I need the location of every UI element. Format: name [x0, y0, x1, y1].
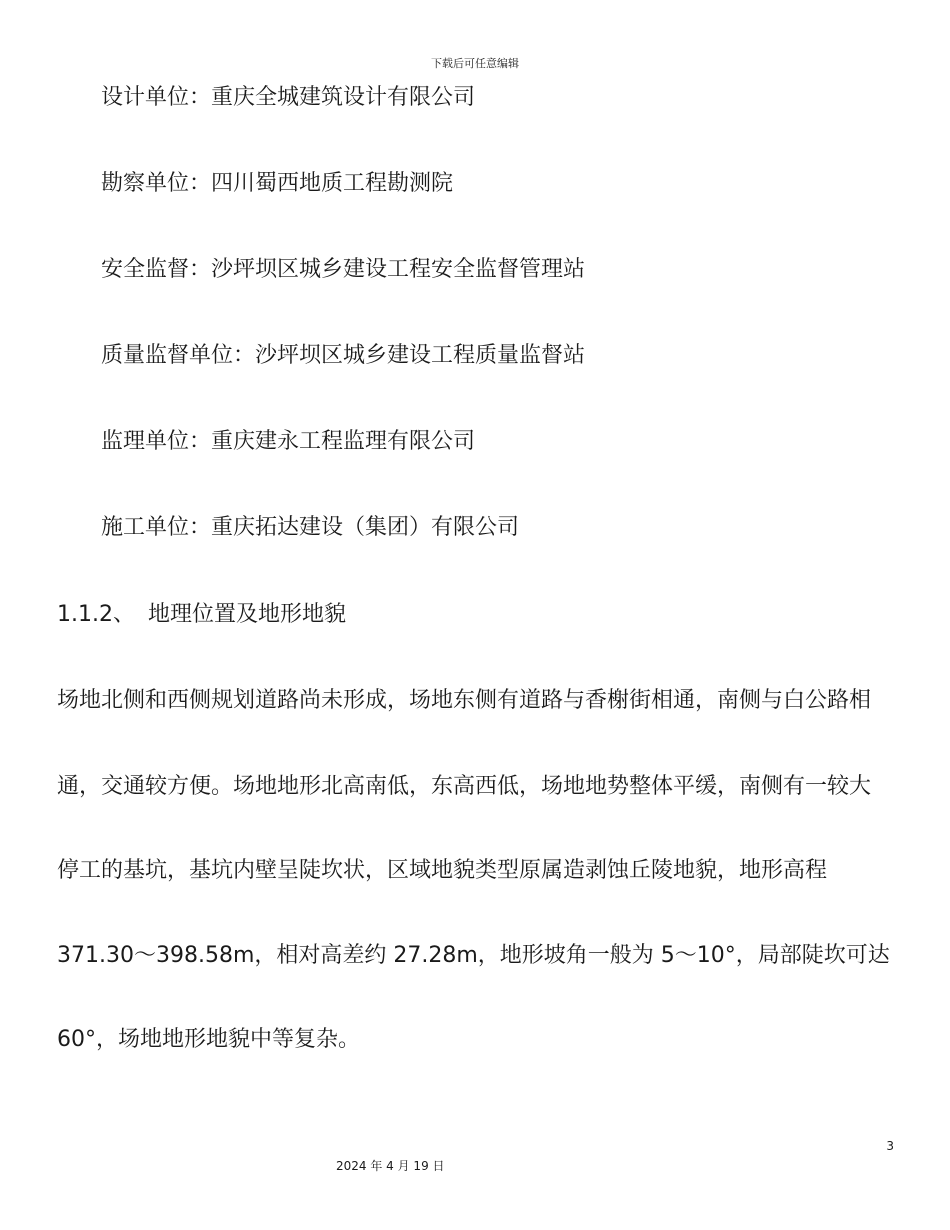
paragraph-line: 场地北侧和西侧规划道路尚未形成，场地东侧有道路与香榭街相通，南侧与白公路相 [57, 688, 872, 713]
quality-supervision-line: 质量监督单位：沙坪坝区城乡建设工程质量监督站 [101, 343, 586, 368]
section-number: 1.1.2、 [57, 602, 135, 627]
construction-unit-line: 施工单位：重庆拓达建设（集团）有限公司 [101, 515, 520, 540]
paragraph-line: 停工的基坑，基坑内壁呈陡坎状，区域地貌类型原属造剥蚀丘陵地貌，地形高程 [57, 858, 828, 883]
page-number: 3 [886, 1139, 894, 1153]
supervision-unit-line: 监理单位：重庆建永工程监理有限公司 [101, 429, 476, 454]
paragraph-line: 371.30～398.58m，相对高差约 27.28m，地形坡角一般为 5～10°，局部陡坎可达 [57, 943, 890, 968]
safety-supervision-line: 安全监督：沙坪坝区城乡建设工程安全监督管理站 [101, 257, 586, 282]
paragraph-line: 通，交通较方便。场地地形北高南低，东高西低，场地地势整体平缓，南侧有一较大 [57, 774, 872, 799]
paragraph-line: 60°，场地地形地貌中等复杂。 [57, 1027, 360, 1052]
header-note: 下载后可任意编辑 [431, 57, 519, 70]
section-title: 地理位置及地形地貌 [147, 602, 346, 627]
survey-unit-line: 勘察单位：四川蜀西地质工程勘测院 [101, 171, 454, 196]
section-heading [57, 600, 346, 630]
footer-date: 2024 年 4 月 19 日 [336, 1159, 445, 1173]
design-unit-line: 设计单位：重庆全城建筑设计有限公司 [101, 85, 476, 110]
